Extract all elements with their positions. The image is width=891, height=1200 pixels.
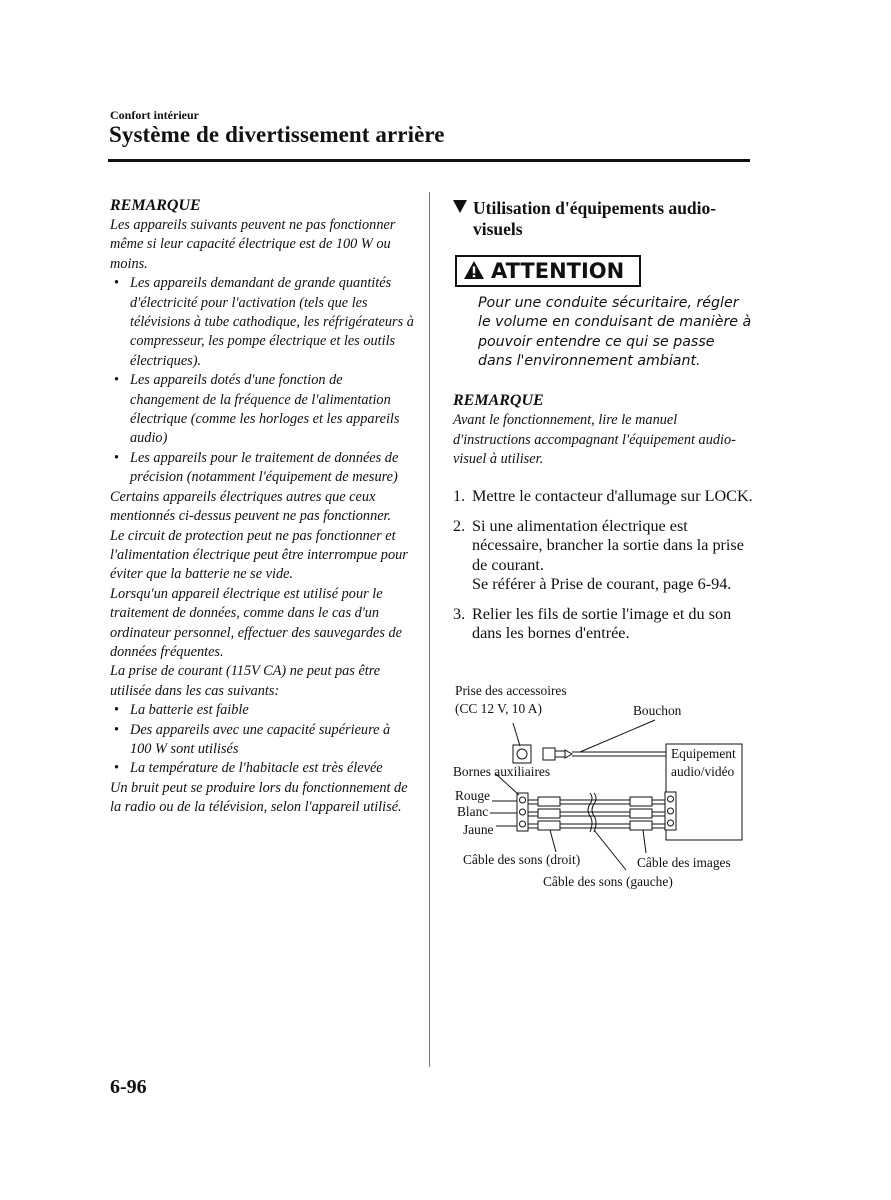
remark-paragraph: Certains appareils électriques autres que ceux mentionnés ci-dessus peuvent ne pas fonctionner. xyxy=(110,488,392,525)
list-item xyxy=(110,701,415,720)
bullet-icon: • xyxy=(114,275,120,292)
bullet-icon: • xyxy=(114,721,120,738)
connection-diagram xyxy=(440,680,760,900)
bullet-icon: • xyxy=(114,449,120,466)
warning-icon xyxy=(463,260,485,280)
step-text: Si une alimentation électrique est nécessaire, brancher la sortie dans la prise de courant. xyxy=(472,516,744,574)
page-title: Système de divertissement arrière xyxy=(109,122,445,147)
remark-heading: REMARQUE xyxy=(110,197,201,214)
label-cable-droit: Câble des sons (droit) xyxy=(463,852,581,867)
list-item xyxy=(110,449,415,488)
list-item xyxy=(110,371,415,449)
step-reference: Se référer à Prise de courant, page 6-94. xyxy=(472,575,732,594)
steps-list xyxy=(453,487,753,644)
label-audio-video: audio/vidéo xyxy=(671,764,735,779)
step-text: Relier les fils de sortie l'image et du son dans les bornes d'entrée. xyxy=(472,604,732,643)
label-bornes: Bornes auxiliaires xyxy=(453,764,551,779)
label-prise-spec: (CC 12 V, 10 A) xyxy=(455,701,542,716)
step-item xyxy=(453,517,753,595)
remark-text: Avant le fonctionnement, lire le manuel d'instructions accompagnant l'équipement audio-visuel à utiliser. xyxy=(453,412,736,467)
column-divider xyxy=(429,192,430,1067)
list-item xyxy=(110,759,415,778)
label-equipement: Equipement xyxy=(671,746,736,761)
attention-text: Pour une conduite sécuritaire, régler le volume en conduisant de manière à pouvoir entendre ce qui se passe dans l'environnement ambiant. xyxy=(478,295,752,369)
remark-heading: REMARQUE xyxy=(453,392,544,410)
label-prise: Prise des accessoires xyxy=(455,683,567,698)
list-item-text: La température de l'habitacle est très élevée xyxy=(130,760,383,777)
list-item xyxy=(110,721,415,760)
list-item-text: Des appareils avec une capacité supérieure à 100 W sont utilisés xyxy=(130,721,391,757)
step-number: 2. xyxy=(453,516,466,535)
step-number: 1. xyxy=(453,487,466,506)
label-cable-images: Câble des images xyxy=(637,855,731,870)
right-column xyxy=(453,198,753,654)
label-rouge: Rouge xyxy=(455,788,490,803)
attention-label: ATTENTION xyxy=(491,259,625,283)
label-jaune: Jaune xyxy=(463,822,494,837)
left-column xyxy=(110,196,415,818)
bullet-icon: • xyxy=(114,760,120,777)
section-label: Confort intérieur xyxy=(110,108,199,122)
section-heading xyxy=(453,198,753,240)
header-rule xyxy=(108,159,750,162)
list-item-text: Les appareils dotés d'une fonction de changement de la fréquence de l'alimentation électrique (comme les horloges et les appareils audio) xyxy=(130,372,400,447)
list-item-text: Les appareils demandant de grande quantités d'électricité pour l'activation (tels que les télévisions à tube cathodique, les réfrigérateurs à compresseur, les pompe électrique et les outils électriques). xyxy=(130,275,414,369)
step-item xyxy=(453,605,753,644)
remark-paragraph: Lorsqu'un appareil électrique est utilisé pour le traitement de données, comme dans le cas d'un ordinateur personnel, effectuer des sauvegardes de données fréquentes. xyxy=(110,585,402,660)
remark-paragraph: La prise de courant (115V CA) ne peut pas être utilisée dans les cas suivants: xyxy=(110,663,381,699)
step-number: 3. xyxy=(453,604,466,623)
remark-paragraph: Un bruit peut se produire lors du fonctionnement de la radio ou de la télévision, selon l'appareil utilisé. xyxy=(110,779,408,816)
label-bouchon: Bouchon xyxy=(633,703,682,718)
page-number: 6-96 xyxy=(110,1076,147,1098)
label-blanc: Blanc xyxy=(457,804,489,819)
remark-intro: Les appareils suivants peuvent ne pas fonctionner même si leur capacité électrique est de 100 W ou moins. xyxy=(110,217,396,272)
section-heading-text: Utilisation d'équipements audio-visuels xyxy=(473,198,717,239)
triangle-down-icon xyxy=(453,200,467,213)
remark-paragraph: Le circuit de protection peut ne pas fonctionner et l'alimentation électrique peut être interrompue pour éviter que la batterie ne se vide. xyxy=(110,527,408,583)
step-text: Mettre le contacteur d'allumage sur LOCK. xyxy=(472,487,753,506)
remark-block xyxy=(453,391,753,469)
list-item-text: Les appareils pour le traitement de données de précision (notamment l'équipement de mesure) xyxy=(130,449,399,486)
label-cable-gauche: Câble des sons (gauche) xyxy=(543,874,673,889)
list-item-text: La batterie est faible xyxy=(130,702,249,719)
bullet-icon: • xyxy=(114,702,120,719)
list-item xyxy=(110,274,415,371)
step-item xyxy=(453,487,753,507)
bullet-icon: • xyxy=(114,372,120,389)
attention-box xyxy=(455,255,641,287)
